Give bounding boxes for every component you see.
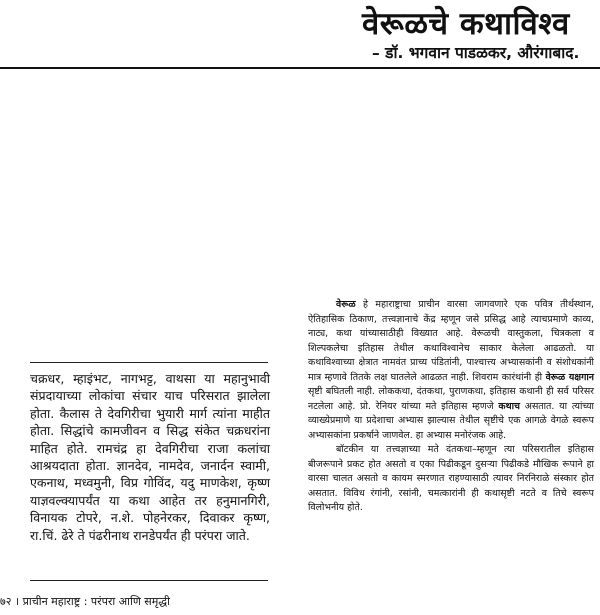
paragraph-1-text-b: सृष्टी बघितली नाही. लोककथा, दंतकथा, पुराणकथा, इतिहास कथानी ही सर्व परिसर नटलेला आहे. प्रो. रेनियर यांच्या मते इतिहास म्हणजे <box>308 386 594 412</box>
paragraph-1-text-c: असतात. या त्यांच्या व्याख्येप्रमाणे या प्रदेशाचा अभ्यास झाल्यास तेथील सृष्टीचे एक आगळे वेगळे स्वरूप अभ्यासकांना प्रकर्षाने जाणवेल. हा अभ्यास मनोरंजक आहे. <box>308 400 594 441</box>
author-byline: – डॉ. भगवान पाडळकर, औरंगाबाद. <box>372 44 580 62</box>
article-title: वेरूळचे कथाविश्व <box>362 6 570 42</box>
book-title: प्राचीन महाराष्ट्र : परंपरा आणि समृद्धी <box>22 595 170 608</box>
page-number: ७२ <box>0 595 12 608</box>
pullquote: चक्रधर, म्हाइंभट, नागभट्ट, वाथसा या महानुभावी संप्रदायाच्या लोकांचा संचार याच परिसरात झालेला होता. कैलास ते देवगिरीचा भुयारी मार्ग त्यांना माहीत होता. सिद्धांचे कामजीवन व सिद्ध संकेत चक्रधरांना माहित होते. रामचंद्र हा देवगिरीचा राजा कलांचा आश्रयदाता होता. ज्ञानदेव, नामदेव, जनार्दन स्वामी, एकनाथ, मध्वमुनी, विप्र गोविंद, यदु माणकेश, कृष्ण याज्ञवल्क्यापर्यंत या कथा आहेत तर हनुमानगिरी, विनायक टोपरे, न.शे. पोहनेरकर, दिवाकर कृष्ण, रा.चिं. ढेरे ते पंढरीनाथ रानडेपर्यंत ही परंपरा जाते. <box>30 371 270 543</box>
keyword-verul: वेरूळ <box>336 299 356 310</box>
body-paragraph-1 <box>308 298 594 443</box>
page-footer <box>0 594 300 609</box>
header-divider <box>0 67 600 69</box>
pullquote-bottom-rule <box>30 580 268 581</box>
keyword-verul-yakshagan: वेरूळ यक्षगान <box>545 371 594 383</box>
footer-separator: । <box>14 595 20 608</box>
keyword-kathach: कथाच <box>498 400 520 412</box>
body-paragraph-2: बॉटकीन या तत्त्वज्ञाच्या मते दंतकथा–म्हणून त्या परिसरातील इतिहास बीजरूपाने प्रकट होत असतो व एका पिढीकडून दुसऱ्या पिढीकडे मौखिक रूपाने हा वारसा चालत असतो व कायम स्मरणात राहण्यासाठी त्यावर निरनिराळे संस्कार होत असतात. विविध रंगांनी, रसांनी, चमत्कारांनी ही कथासृष्टी नटते व तिचे स्वरूप विलोभनीय होते. <box>308 444 594 513</box>
paragraph-1-text-a: हे महाराष्ट्राचा प्राचीन वारसा जागवणारे एक पवित्र तीर्थस्थान, ऐतिहासिक ठिकाण, तत्त्वज्ञानाचे केंद्र म्हणून जसे प्रसिद्ध आहे त्याचप्रमाणे काव्य, नाट्य, कथा यांच्यासाठीही विख्यात आहे. वेरूळची वास्तुकला, चित्रकला व शिल्पकलेचा इतिहास तेथील कथाविश्वानेच साकार केलेला आढळतो. या कथाविश्वाच्या क्षेत्रात नामवंत प्राच्य पंडितांनी, पाश्चात्त्य अभ्यासकांनी व संशोधकांनी मात्र म्हणावे तितके लक्ष घातलेले आढळत नाही. शिवराम कारंथांनी ही <box>308 299 594 383</box>
pullquote-top-rule <box>30 362 268 363</box>
article-body <box>308 298 594 516</box>
